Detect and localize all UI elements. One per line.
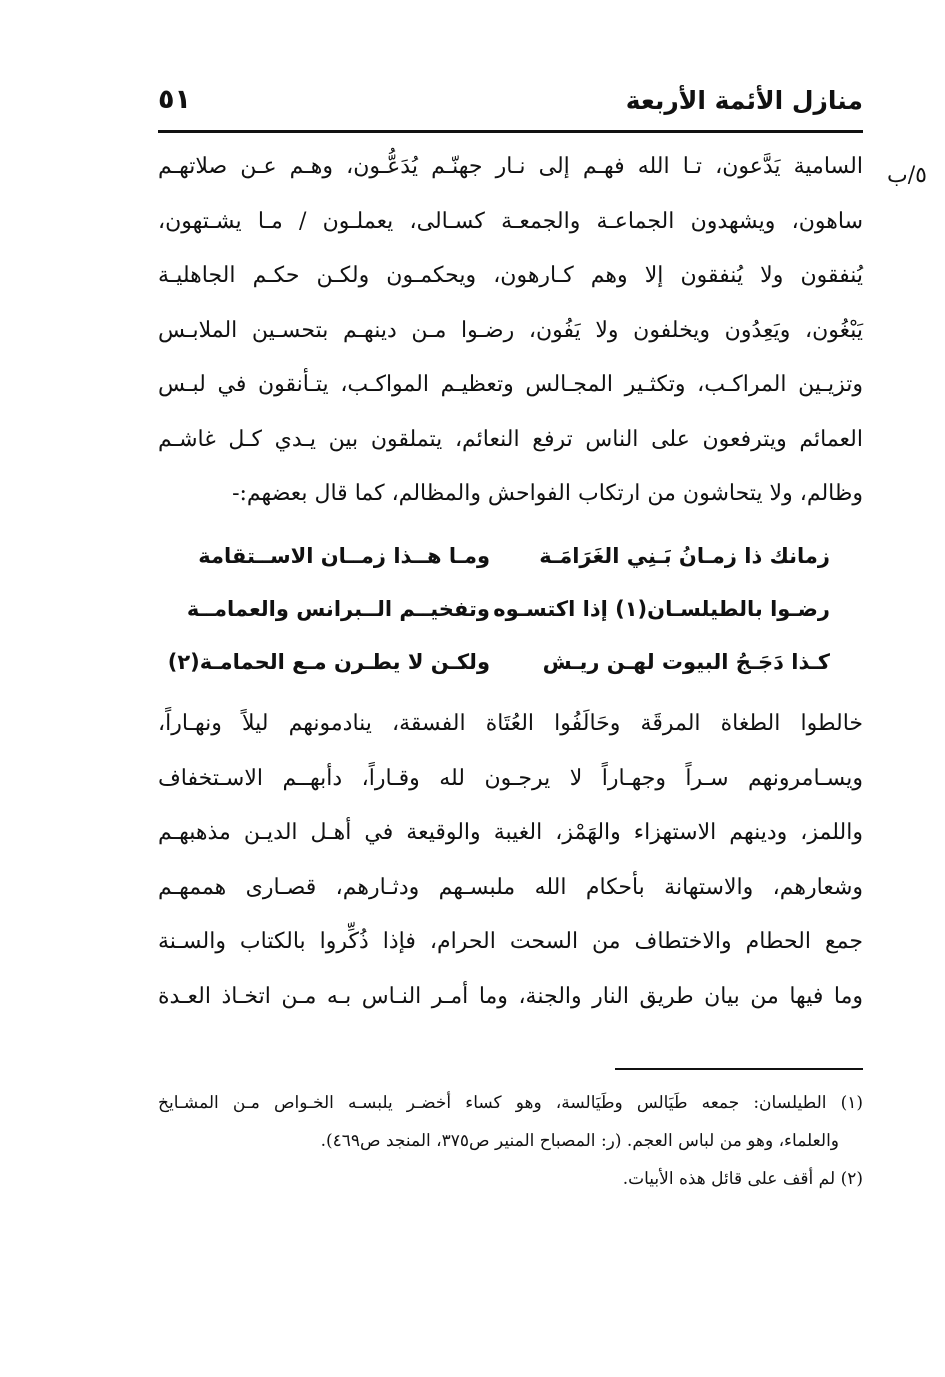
header-rule xyxy=(158,130,863,133)
text-line: خالطوا الطغاة المرقَة وحَالَفُوا العُتَاة الفسقة، ينادمونهم ليلاً ونهـاراً، xyxy=(158,711,863,736)
poem-verse xyxy=(186,583,830,636)
text-line: واللمز، ودينهم الاستهزاء والهَمْز، الغيبة والوقيعة في أهـل الديـن مذهبهـم xyxy=(158,820,863,845)
poem-hemistich-second: ومـا هــذا زمــان الاســتقامة xyxy=(198,544,490,568)
body-paragraph-1 xyxy=(158,140,863,522)
footnotes xyxy=(158,1084,863,1198)
page-header xyxy=(158,82,863,126)
text-line: يَبْغُون، ويَعِدُون ويخلفون ولا يَفُون، رضـوا مـن دينهـم بتحسـين الملابـس xyxy=(158,317,863,343)
text-line: وما فيها من بيان طريق النار والجنة، وما أمـر النـاس بـه مـن اتخـاذ العـدة xyxy=(158,983,864,1009)
text-line: السامية يَدَّعون، تـا الله فهـم إلى نـار جهنّـم يُدَعُّـون، وهـم عـن صلاتهـم xyxy=(158,154,863,179)
poem-verse xyxy=(190,530,830,583)
text-line: وظالم، ولا يتحاشون من ارتكاب الفواحش والمظالم، كما قال بعضهم:- xyxy=(232,481,863,506)
footnote-1: (١) الطيلسان: جمعه طَيَالس وطَيَالسة، وهو كساء أخضـر يلبسـه الخـواص مـن المشـايخ xyxy=(158,1093,863,1113)
poem-verse xyxy=(167,636,830,689)
text-line: جمع الحطام والاختطاف من السحت الحرام، فإذا ذُكِّروا بالكتاب والسـنة xyxy=(158,929,863,954)
footnote-1-continuation: والعلماء، وهو من لباس العجم. (ر: المصباح المنير ص٣٧٥، المنجد ص٤٦٩). xyxy=(320,1131,839,1151)
poem-hemistich-first: كـذا دَجَـجُ البيوت لهـن ريـش xyxy=(542,650,830,674)
footnote-rule xyxy=(615,1068,863,1070)
body-paragraph-2 xyxy=(158,697,863,1024)
text-line: يُنفقون ولا يُنفقون إلا وهم كـارهون، ويحكمـون ولكـن حكـم الجاهليـة xyxy=(158,263,863,288)
text-line: العمائم ويترفعون على الناس ترفع النعائم، يتملقون بين يـدي كـل غاشـم xyxy=(158,426,863,452)
poem-hemistich-first: رضـوا بالطيلسـان(١) إذا اكتسـوه xyxy=(493,597,830,621)
poem-hemistich-first: زمانك ذا زمـانُ بَـنِي الغَرَامَـة xyxy=(539,544,830,568)
poem-hemistich-second: ولكـن لا يطـرن مـع الحمامـة(٢) xyxy=(167,650,490,674)
footnote-2: (٢) لم أقف على قائل هذه الأبيات. xyxy=(622,1169,863,1189)
text-line: وشعارهم، والاستهانة بأحكام الله ملبسـهم ودثـارهم، قصـارى هممهـم xyxy=(158,874,863,900)
margin-folio-note: ٥/ب xyxy=(887,163,927,188)
poem-hemistich-second: وتفخيــم الــبرانس والعمامــة xyxy=(186,597,490,621)
text-line: ويسـامرونهم سـراً وجهـاراً لا يرجـون لله وقـاراً، دأبهــم الاسـتخفاف xyxy=(158,765,863,791)
running-title: منازل الأئمة الأربعة xyxy=(625,86,863,115)
text-line: ساهون، ويشهدون الجماعـة والجمعـة كسـالى، يعملـون / مـا يشـتهون، xyxy=(158,208,863,234)
poem xyxy=(167,530,830,689)
text-line: وتزيـين المراكـب، وتكثـير المجـالس وتعظيـم المواكـب، يتـأنقون في لبـس xyxy=(158,372,863,397)
page-number: ٥١ xyxy=(158,84,191,115)
